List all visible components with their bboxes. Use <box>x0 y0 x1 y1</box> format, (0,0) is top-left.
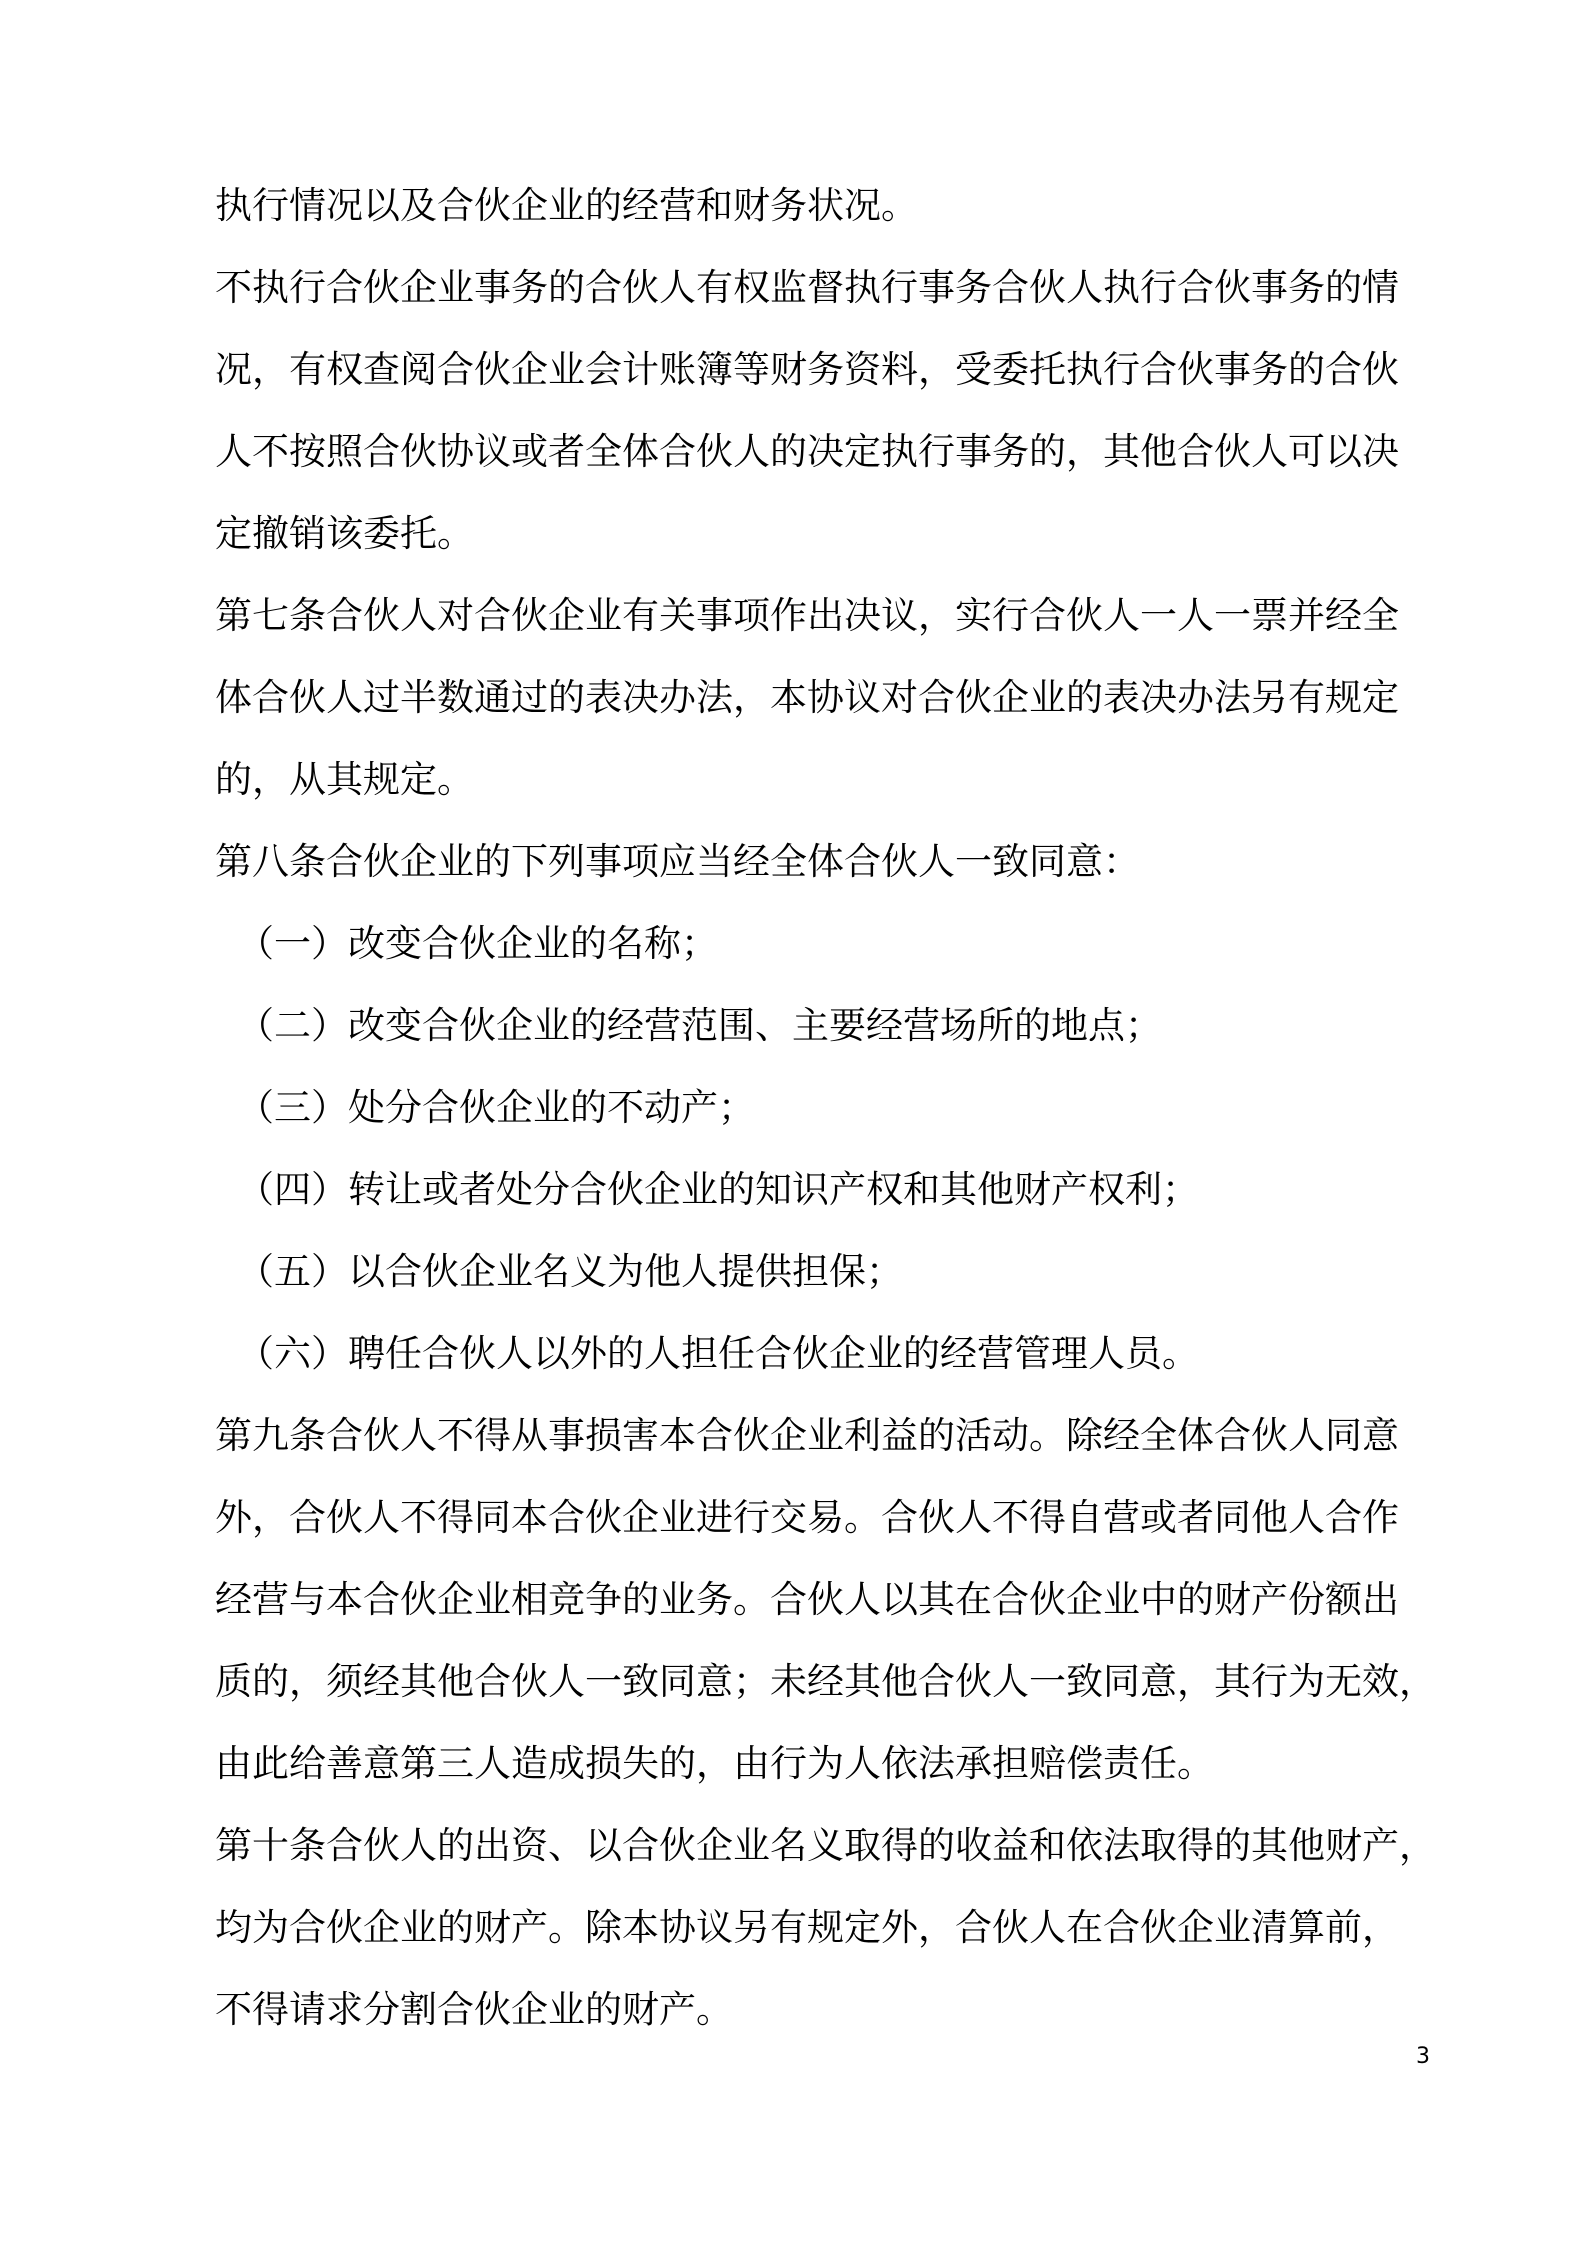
document-body <box>215 165 1436 2051</box>
text-line: 经营与本合伙企业相竞争的业务。合伙人以其在合伙企业中的财产份额出 <box>215 1578 1399 1621</box>
text-line: 况，有权查阅合伙企业会计账簿等财务资料，受委托执行合伙事务的合伙 <box>215 348 1399 391</box>
text-line: 由此给善意第三人造成损失的，由行为人依法承担赔偿责任。 <box>215 1742 1214 1785</box>
list-item: （六）聘任合伙人以外的人担任合伙企业的经营管理人员。 <box>237 1332 1199 1375</box>
text-line: 体合伙人过半数通过的表决办法，本协议对合伙企业的表决办法另有规定 <box>215 676 1399 719</box>
list-item: （二）改变合伙企业的经营范围、主要经营场所的地点； <box>237 1004 1162 1047</box>
list-item: （五）以合伙企业名义为他人提供担保； <box>237 1250 903 1293</box>
text-line: 外，合伙人不得同本合伙企业进行交易。合伙人不得自营或者同他人合作 <box>215 1496 1399 1539</box>
text-line: 质的，须经其他合伙人一致同意；未经其他合伙人一致同意，其行为无效， <box>215 1660 1436 1703</box>
text-line: 的，从其规定。 <box>215 758 474 801</box>
article-9-line: 第九条合伙人不得从事损害本合伙企业利益的活动。除经全体合伙人同意 <box>215 1414 1399 1457</box>
list-item: （三）处分合伙企业的不动产； <box>237 1086 755 1129</box>
list-item: （一）改变合伙企业的名称； <box>237 922 718 965</box>
article-10-line: 第十条合伙人的出资、以合伙企业名义取得的收益和依法取得的其他财产， <box>215 1824 1436 1867</box>
text-line: 不得请求分割合伙企业的财产。 <box>215 1988 733 2031</box>
list-item: （四）转让或者处分合伙企业的知识产权和其他财产权利； <box>237 1168 1199 1211</box>
text-line: 不执行合伙企业事务的合伙人有权监督执行事务合伙人执行合伙事务的情 <box>215 266 1399 309</box>
text-line: 定撤销该委托。 <box>215 512 474 555</box>
article-8-line: 第八条合伙企业的下列事项应当经全体合伙人一致同意： <box>215 840 1140 883</box>
text-line: 人不按照合伙协议或者全体合伙人的决定执行事务的，其他合伙人可以决 <box>215 430 1399 473</box>
page-number: 3 <box>1416 2044 1430 2069</box>
text-line: 执行情况以及合伙企业的经营和财务状况。 <box>215 184 918 227</box>
article-7-line: 第七条合伙人对合伙企业有关事项作出决议，实行合伙人一人一票并经全 <box>215 594 1399 637</box>
text-line: 均为合伙企业的财产。除本协议另有规定外，合伙人在合伙企业清算前， <box>215 1906 1399 1949</box>
